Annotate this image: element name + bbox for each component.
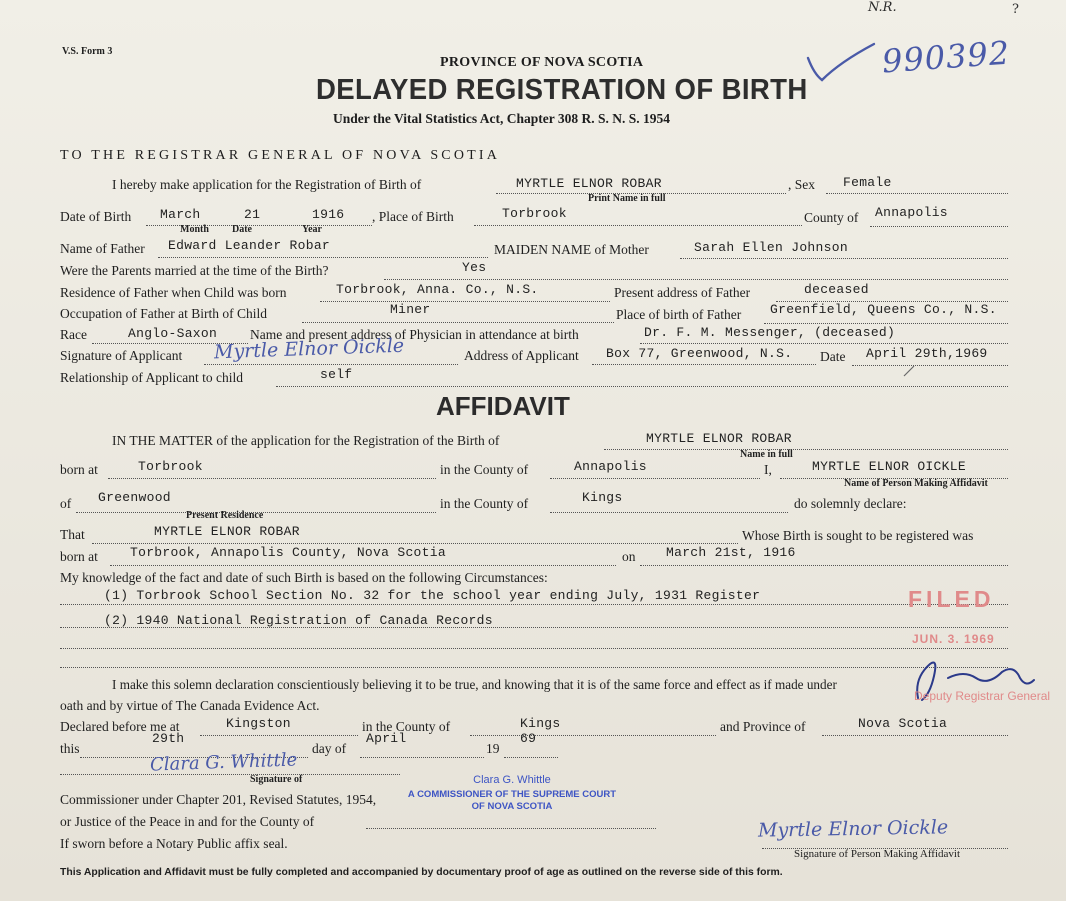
residence-affidavit: Greenwood — [98, 490, 171, 505]
occupation-value: Miner — [390, 302, 431, 317]
signature-of-caption: Signature of — [250, 774, 303, 785]
declaration-line-1: I make this solemn declaration conscientiously believing it to be true, and knowing that it is of the same force and effect as if made under — [112, 677, 837, 692]
county-label: County of — [804, 210, 859, 225]
sex-label: , Sex — [788, 177, 815, 192]
print-name-caption: Print Name in full — [588, 193, 666, 204]
county2-value: Kings — [582, 490, 623, 505]
declared-label: Declared before me at — [60, 719, 180, 734]
on-label: on — [622, 549, 636, 564]
born-date: March 21st, 1916 — [666, 545, 796, 560]
father-birthplace-value: Greenfield, Queens Co., N.S. — [770, 302, 997, 317]
deponent-caption: Name of Person Making Affidavit — [844, 478, 988, 489]
race-label: Race — [60, 327, 87, 342]
commissioner-stamp-line-1: A COMMISSIONER OF THE SUPREME COURT — [407, 789, 617, 800]
signature-label: Signature of Applicant — [60, 348, 183, 363]
physician-label: Name and present address of Physician in attendance at birth — [250, 327, 579, 342]
year-prefix: 19 — [486, 741, 500, 756]
child-name: MYRTLE ELNOR ROBAR — [516, 176, 662, 191]
filed-stamp: FILED — [908, 586, 995, 612]
married-value: Yes — [462, 260, 487, 275]
month-caption: Month — [180, 224, 209, 235]
married-label: Were the Parents married at the time of the Birth? — [60, 263, 329, 278]
declared-day: 29th — [152, 731, 185, 746]
deponent-name: MYRTLE ELNOR OICKLE — [812, 459, 966, 474]
application-date: April 29th,1969 — [866, 346, 988, 361]
knowledge-label: My knowledge of the fact and date of such Birth is based on the following Circumstances: — [60, 570, 548, 585]
county-label-affidavit: in the County of — [440, 462, 529, 477]
applicant-address-value: Box 77, Greenwood, N.S. — [606, 346, 793, 361]
circumstance-2: (2) 1940 National Registration of Canada Records — [104, 613, 493, 628]
i-label: I, — [764, 462, 772, 477]
race-value: Anglo-Saxon — [128, 326, 218, 341]
present-address-label: Present address of Father — [614, 285, 751, 300]
form-number: V.S. Form 3 — [62, 46, 113, 57]
declaration-line-2: oath and by virtue of The Canada Evidence Act. — [60, 698, 320, 713]
name-caption: Name in full — [740, 449, 793, 460]
notary-label: If sworn before a Notary Public affix seal. — [60, 836, 288, 851]
county2-label: in the County of — [440, 496, 529, 511]
declared-province: Nova Scotia — [858, 716, 948, 731]
commissioner-stamp-name: Clara G. Whittle — [473, 774, 551, 786]
declared-county: Kings — [520, 716, 561, 731]
dob-date: 21 — [244, 207, 261, 222]
county-value: Annapolis — [875, 205, 948, 220]
physician-value: Dr. F. M. Messenger, (deceased) — [644, 325, 896, 340]
commissioner-signature: Clara G. Whittle — [149, 749, 298, 776]
pen-tick-icon — [900, 364, 920, 378]
that-label: That — [60, 527, 85, 542]
declared-place: Kingston — [226, 716, 291, 731]
matter-label: IN THE MATTER of the application for the Registration of the Birth of — [112, 433, 500, 448]
born-at-value: Torbrook — [138, 459, 203, 474]
subtitle: Under the Vital Statistics Act, Chapter 308 R. S. N. S. 1954 — [333, 111, 671, 126]
date-label: Date — [820, 349, 846, 364]
filed-date: JUN. 3. 1969 — [912, 632, 995, 646]
father-birthplace-label: Place of birth of Father — [616, 307, 742, 322]
intro-label: I hereby make application for the Registration of Birth of — [112, 177, 422, 192]
place-value: Torbrook — [502, 206, 567, 221]
mother-label: MAIDEN NAME of Mother — [494, 242, 649, 257]
father-label: Name of Father — [60, 241, 145, 256]
county-value-affidavit: Annapolis — [574, 459, 647, 474]
addressee: TO THE REGISTRAR GENERAL OF NOVA SCOTIA — [60, 148, 501, 163]
applicant-signature: Myrtle Elnor Oickle — [213, 334, 405, 364]
page-title: DELAYED REGISTRATION OF BIRTH — [316, 74, 808, 106]
circumstance-1: (1) Torbrook School Section No. 32 for the school year ending July, 1931 Register — [104, 588, 761, 603]
footer-notice: This Application and Affidavit must be fully completed and accompanied by documentary proof of age as outlined on the reverse side of this form. — [60, 867, 783, 878]
corner-mark: ? — [1012, 2, 1019, 17]
dob-label: Date of Birth — [60, 209, 132, 224]
born-at-label: born at — [60, 462, 98, 477]
of-label: of — [60, 496, 72, 511]
mother-value: Sarah Ellen Johnson — [694, 240, 848, 255]
province-heading: PROVINCE OF NOVA SCOTIA — [440, 55, 644, 70]
deponent-signature-caption: Signature of Person Making Affidavit — [794, 848, 960, 860]
day-of-label: day of — [312, 741, 347, 756]
declared-month: April — [366, 731, 407, 746]
corner-note: N.R. — [868, 0, 897, 15]
dob-month: March — [160, 207, 201, 222]
born-place-full: Torbrook, Annapolis County, Nova Scotia — [130, 545, 446, 560]
residence-label: Residence of Father when Child was born — [60, 285, 287, 300]
date-caption: Date — [232, 224, 252, 235]
whose-label: Whose Birth is sought to be registered was — [742, 528, 974, 543]
residence-caption: Present Residence — [186, 510, 264, 521]
year-caption: Year — [302, 224, 322, 235]
born-at2-label: born at — [60, 549, 98, 564]
residence-value: Torbrook, Anna. Co., N.S. — [336, 282, 539, 297]
justice-label: or Justice of the Peace in and for the County of — [60, 814, 315, 829]
dob-year: 1916 — [312, 207, 345, 222]
matter-name: MYRTLE ELNOR ROBAR — [646, 431, 792, 446]
declare-label: do solemnly declare: — [794, 496, 907, 511]
that-name: MYRTLE ELNOR ROBAR — [154, 524, 300, 539]
occupation-label: Occupation of Father at Birth of Child — [60, 306, 267, 321]
sex-value: Female — [843, 175, 892, 190]
this-label: this — [60, 741, 80, 756]
commissioner-label: Commissioner under Chapter 201, Revised Statutes, 1954, — [60, 792, 377, 807]
declared-county-label: in the County of — [362, 719, 451, 734]
applicant-address-label: Address of Applicant — [464, 348, 579, 363]
place-label: , Place of Birth — [372, 209, 454, 224]
relationship-value: self — [320, 367, 353, 382]
relationship-label: Relationship of Applicant to child — [60, 370, 243, 385]
deputy-registrar-caption: Deputy Registrar General — [914, 689, 1051, 703]
present-address-value: deceased — [804, 282, 869, 297]
registration-number: 990392 — [880, 33, 1012, 81]
deponent-signature: Myrtle Elnor Oickle — [757, 816, 949, 842]
check-mark-icon — [800, 40, 880, 86]
commissioner-stamp-line-2: OF NOVA SCOTIA — [471, 801, 553, 812]
affidavit-heading: AFFIDAVIT — [436, 391, 570, 421]
father-value: Edward Leander Robar — [168, 238, 331, 253]
declared-year: 69 — [520, 731, 537, 746]
province-label: and Province of — [720, 719, 806, 734]
